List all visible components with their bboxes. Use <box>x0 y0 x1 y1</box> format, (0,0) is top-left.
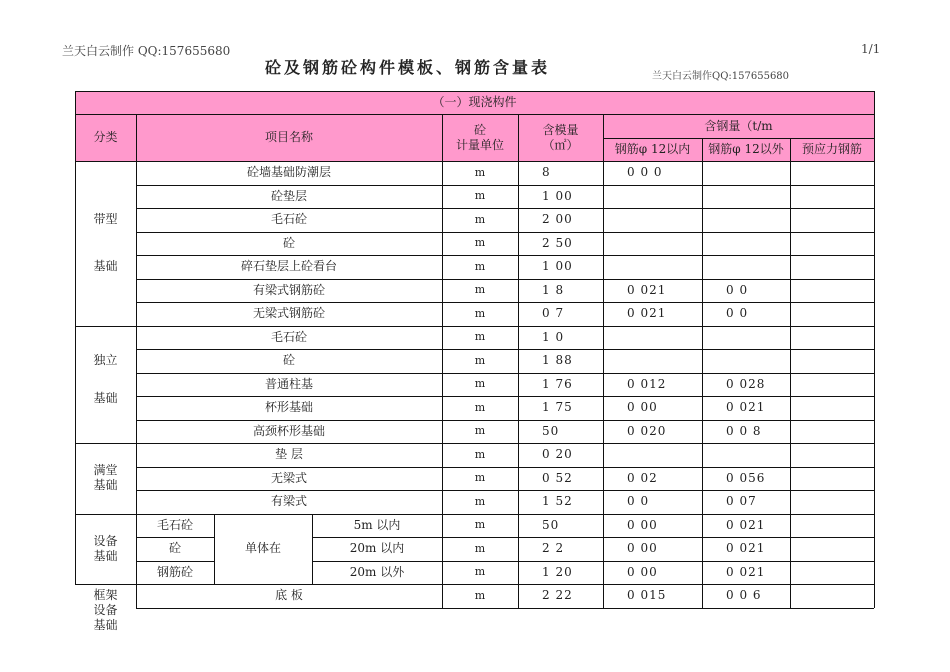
prestressed-value <box>790 255 874 279</box>
steel-over-12-value <box>702 185 790 209</box>
steel-over-12-value: 0 0 <box>726 306 749 321</box>
steel-within-12-value: 0 0 0 <box>627 165 663 180</box>
formwork-value: 1 76 <box>542 376 573 391</box>
formwork-value: 1 00 <box>542 259 573 274</box>
unit-cell: m <box>474 565 486 579</box>
grid-line <box>136 396 874 397</box>
equipment-single-label: 单体在 <box>244 541 281 556</box>
unit-cell: m <box>474 400 486 414</box>
header-unit-line: 砼 <box>473 122 486 137</box>
grid-line <box>75 161 874 162</box>
group-label-line: 基础 <box>93 618 118 632</box>
prestressed-value <box>790 326 874 350</box>
equipment-material: 钢筋砼 <box>156 564 193 579</box>
grid-line <box>75 326 874 327</box>
grid-line <box>874 584 875 608</box>
grid-line <box>136 608 874 609</box>
section-header: （一）现浇构件 <box>75 91 874 114</box>
unit-cell: m <box>474 212 486 226</box>
unit-cell: m <box>474 283 486 297</box>
formwork-value: 0 20 <box>542 447 573 462</box>
grid-line <box>75 584 874 585</box>
grid-line <box>136 279 874 280</box>
steel-within-12-value: 0 015 <box>627 588 667 603</box>
steel-within-12-value <box>603 326 702 350</box>
unit-cell: m <box>474 330 486 344</box>
prestressed-value <box>790 467 874 491</box>
sub-header: 兰天白云制作QQ:157655680 <box>652 71 790 82</box>
item-name: 杯形基础 <box>264 400 313 415</box>
steel-over-12-value <box>702 349 790 373</box>
header-steel: 含钢量（t/m <box>603 114 874 138</box>
steel-over-12-value: 0 021 <box>726 400 766 415</box>
equipment-material: 砼 <box>168 541 181 556</box>
grid-line <box>75 91 874 92</box>
prestressed-value <box>790 185 874 209</box>
group-label-isolated: 基础 <box>93 390 118 405</box>
prestressed-value <box>790 161 874 185</box>
grid-line <box>702 161 703 608</box>
equipment-size: 20m 以外 <box>349 564 405 579</box>
prestressed-value <box>790 420 874 444</box>
equipment-size: 5m 以内 <box>353 517 401 532</box>
grid-line <box>75 91 76 584</box>
steel-within-12-value <box>603 255 702 279</box>
grid-line <box>442 161 443 608</box>
steel-over-12-value <box>702 208 790 232</box>
grid-line <box>136 561 214 562</box>
formwork-value: 50 <box>542 423 560 438</box>
formwork-value: 1 88 <box>542 353 573 368</box>
steel-within-12-value <box>603 443 702 467</box>
steel-within-12-value: 0 00 <box>627 400 658 415</box>
prestressed-value <box>790 514 874 538</box>
grid-line <box>442 114 443 161</box>
group-label-line: 设备 <box>93 603 118 617</box>
group-label-frame-equipment <box>75 588 136 644</box>
group-label-line: 基础 <box>93 548 118 563</box>
steel-within-12-value <box>603 185 702 209</box>
item-name: 高颈杯形基础 <box>252 423 325 438</box>
steel-over-12-value: 0 07 <box>726 494 757 509</box>
formwork-value: 50 <box>542 517 560 532</box>
unit-cell: m <box>474 424 486 438</box>
formwork-value: 1 75 <box>542 400 573 415</box>
group-label-strip: 基础 <box>93 259 118 274</box>
unit-cell: m <box>474 541 486 555</box>
item-name: 毛石砼 <box>270 212 307 227</box>
group-label-raft <box>75 443 136 514</box>
grid-line <box>518 114 519 161</box>
grid-line <box>75 443 874 444</box>
item-name: 无梁式 <box>270 470 307 485</box>
item-name: 无梁式钢筋砼 <box>252 306 325 321</box>
grid-line <box>136 490 874 491</box>
grid-line <box>75 514 874 515</box>
prestressed-value <box>790 279 874 303</box>
prestressed-value <box>790 349 874 373</box>
header-category: 分类 <box>75 114 136 161</box>
grid-line <box>136 349 874 350</box>
formwork-value: 1 52 <box>542 494 573 509</box>
item-name: 毛石砼 <box>270 329 307 344</box>
grid-line <box>603 114 604 161</box>
group-label-line: 设备 <box>93 533 118 548</box>
prestressed-value <box>790 443 874 467</box>
header-unit <box>442 114 518 161</box>
steel-over-12-value <box>702 443 790 467</box>
grid-line <box>136 114 137 161</box>
header-formwork-line: （㎡） <box>542 137 579 152</box>
prestressed-value <box>790 490 874 514</box>
unit-cell: m <box>474 447 486 461</box>
item-name: 砼墙基础防潮层 <box>246 165 331 180</box>
unit-cell: m <box>474 165 486 179</box>
prestressed-value <box>790 561 874 585</box>
steel-over-12-value <box>702 255 790 279</box>
header-formwork-line: 含模量 <box>542 122 579 137</box>
grid-line <box>518 161 519 608</box>
steel-over-12-value: 0 021 <box>726 564 766 579</box>
formwork-value: 1 20 <box>542 564 573 579</box>
prestressed-value <box>790 208 874 232</box>
header-prestressed: 预应力钢筋 <box>790 138 874 161</box>
grid-line <box>214 514 215 585</box>
equipment-material: 毛石砼 <box>156 517 193 532</box>
unit-cell: m <box>474 236 486 250</box>
steel-over-12-value: 0 028 <box>726 376 766 391</box>
header-item-name: 项目名称 <box>136 114 442 161</box>
unit-cell: m <box>474 518 486 532</box>
header-steel-over-12: 钢筋φ 12以外 <box>702 138 790 161</box>
grid-line <box>603 138 874 139</box>
formwork-value: 0 52 <box>542 470 573 485</box>
steel-within-12-value: 0 0 <box>627 494 650 509</box>
steel-within-12-value: 0 02 <box>627 470 658 485</box>
formwork-value: 1 0 <box>542 329 565 344</box>
formwork-value: 1 8 <box>542 282 565 297</box>
steel-over-12-value <box>702 161 790 185</box>
steel-within-12-value: 0 012 <box>627 376 667 391</box>
grid-line <box>136 537 214 538</box>
grid-line <box>136 161 137 608</box>
steel-within-12-value: 0 020 <box>627 423 667 438</box>
item-name: 砼 <box>282 353 295 368</box>
grid-line <box>136 467 874 468</box>
formwork-value: 8 <box>542 165 551 180</box>
steel-over-12-value: 0 0 6 <box>726 588 762 603</box>
steel-within-12-value: 0 00 <box>627 517 658 532</box>
grid-line <box>790 138 791 161</box>
grid-line <box>136 232 874 233</box>
item-name: 垫 层 <box>275 447 303 462</box>
prestressed-value <box>790 537 874 561</box>
header-formwork <box>518 114 603 161</box>
steel-within-12-value <box>603 349 702 373</box>
unit-cell: m <box>474 588 486 602</box>
grid-line <box>312 514 313 585</box>
unit-cell: m <box>474 377 486 391</box>
prestressed-value <box>790 584 874 608</box>
steel-within-12-value: 0 021 <box>627 306 667 321</box>
group-label-line: 基础 <box>93 478 118 493</box>
steel-over-12-value: 0 021 <box>726 541 766 556</box>
unit-cell: m <box>474 494 486 508</box>
item-name: 普通柱基 <box>264 376 313 391</box>
steel-over-12-value: 0 0 8 <box>726 423 762 438</box>
unit-cell: m <box>474 189 486 203</box>
unit-cell: m <box>474 306 486 320</box>
formwork-value: 1 00 <box>542 188 573 203</box>
grid-line <box>75 114 874 115</box>
group-label-line: 满堂 <box>93 463 118 478</box>
steel-within-12-value: 0 00 <box>627 541 658 556</box>
grid-line <box>136 373 874 374</box>
item-name: 有梁式 <box>270 494 307 509</box>
grid-line <box>874 91 875 584</box>
formwork-value: 2 2 <box>542 541 565 556</box>
steel-within-12-value <box>603 232 702 256</box>
steel-over-12-value <box>702 326 790 350</box>
page-header-left: 兰天白云制作 QQ:157655680 <box>62 44 231 58</box>
unit-cell: m <box>474 259 486 273</box>
grid-line <box>136 208 874 209</box>
steel-over-12-value <box>702 232 790 256</box>
group-label-line: 框架 <box>93 588 118 602</box>
grid-line <box>603 161 604 608</box>
item-name: 有梁式钢筋砼 <box>252 282 325 297</box>
document-title: 砼及钢筋砼构件模板、钢筋含量表 <box>265 58 551 77</box>
group-label-equipment <box>75 514 136 585</box>
steel-over-12-value: 0 021 <box>726 517 766 532</box>
steel-within-12-value: 0 00 <box>627 564 658 579</box>
formwork-value: 2 50 <box>542 235 573 250</box>
prestressed-value <box>790 232 874 256</box>
grid-line <box>136 420 874 421</box>
formwork-value: 0 7 <box>542 306 565 321</box>
prestressed-value <box>790 302 874 326</box>
steel-within-12-value: 0 021 <box>627 282 667 297</box>
header-steel-within-12: 钢筋φ 12以内 <box>603 138 702 161</box>
steel-over-12-value: 0 056 <box>726 470 766 485</box>
group-label-strip: 带型 <box>93 212 118 227</box>
steel-over-12-value: 0 0 <box>726 282 749 297</box>
formwork-value: 2 00 <box>542 212 573 227</box>
group-label-isolated: 独立 <box>93 353 118 368</box>
grid-line <box>702 138 703 161</box>
grid-line <box>790 161 791 608</box>
grid-line <box>312 537 874 538</box>
prestressed-value <box>790 373 874 397</box>
grid-line <box>136 185 874 186</box>
item-name: 底 板 <box>275 588 303 603</box>
header-unit-line: 计量单位 <box>455 137 504 152</box>
steel-within-12-value <box>603 208 702 232</box>
item-name: 碎石垫层上砼看台 <box>240 259 337 274</box>
prestressed-value <box>790 396 874 420</box>
grid-line <box>136 302 874 303</box>
unit-cell: m <box>474 353 486 367</box>
unit-cell: m <box>474 471 486 485</box>
formwork-value: 2 22 <box>542 588 573 603</box>
grid-line <box>312 561 874 562</box>
item-name: 砼垫层 <box>270 188 307 203</box>
grid-line <box>136 255 874 256</box>
item-name: 砼 <box>282 235 295 250</box>
equipment-size: 20m 以内 <box>349 541 405 556</box>
page-number: 1/1 <box>861 42 881 56</box>
